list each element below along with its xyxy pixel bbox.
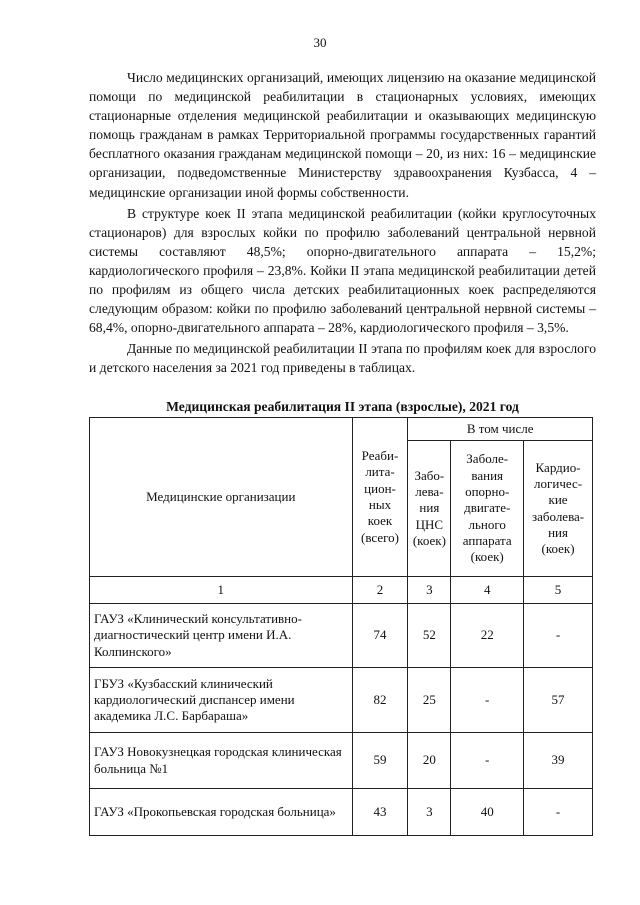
cell-org: ГАУЗ Новокузнецкая городская клиническая больница №1 — [90, 733, 353, 789]
paragraph-license-count: Число медицинских организаций, имеющих лицензию на оказание медицинской помощи по медицинской реабилитации в стационарных условиях, имеющих стационарные отделения медицинской реабилитации и оказывающих медицинскую помощь гражданам в рамках Территориальной программы государственных гарантий бесплатного оказания гражданам медицинской помощи – 20, из них: 16 – медицинские организации, подведомственные Министерству здравоохранения Кузбасса, 4 – медицинские организации иной формы собственности. — [89, 70, 596, 200]
header-cardio — [524, 441, 593, 577]
cell-musculo: 22 — [451, 604, 524, 668]
cell-cns: 20 — [408, 733, 451, 789]
cell-cardio: - — [524, 604, 593, 668]
column-number-row — [90, 577, 593, 604]
cell-cns: 3 — [408, 789, 451, 836]
column-number: 5 — [524, 577, 593, 604]
header-cns — [408, 441, 451, 577]
column-number: 2 — [352, 577, 408, 604]
header-total — [352, 418, 408, 577]
rehab-beds-table — [89, 417, 593, 836]
cell-cns: 25 — [408, 668, 451, 733]
header-cns-label: Забо- лева- ния ЦНС (коек) — [412, 467, 446, 548]
header-musculo-label: Заболе- вания опорно- двигате- льного аппарата (коек) — [462, 451, 512, 565]
table-header-row — [90, 418, 593, 441]
cell-musculo: - — [451, 733, 524, 789]
header-group-label: В том числе — [466, 420, 534, 436]
cell-total: 74 — [352, 604, 408, 668]
header-musculo — [451, 441, 524, 577]
cell-total: 82 — [352, 668, 408, 733]
header-cardio-label: Кардио- логичес- кие заболева- ния (коек) — [531, 459, 585, 557]
table-row — [90, 789, 593, 836]
table-title: Медицинская реабилитация II этапа (взрослые), 2021 год — [166, 399, 519, 414]
header-group — [408, 418, 593, 441]
column-number: 4 — [451, 577, 524, 604]
table-row — [90, 604, 593, 668]
column-number: 3 — [408, 577, 451, 604]
table-row — [90, 668, 593, 733]
cell-cardio: - — [524, 789, 593, 836]
paragraph-table-intro: Данные по медицинской реабилитации II этапа по профилям коек для взрослого и детского населения за 2021 год приведены в таблицах. — [89, 341, 596, 376]
cell-total: 43 — [352, 789, 408, 836]
cell-cns: 52 — [408, 604, 451, 668]
cell-org: ГБУЗ «Кузбасский клинический кардиологический диспансер имени академика Л.С. Барбараша» — [90, 668, 353, 733]
header-total-label: Реаби- лита- цион- ных коек (всего) — [361, 448, 399, 545]
header-org — [90, 418, 353, 577]
body-text — [89, 68, 596, 380]
header-org-label: Медицинские организации — [146, 488, 296, 504]
cell-musculo: - — [451, 668, 524, 733]
paragraph-bed-structure: В структуре коек II этапа медицинской реабилитации (койки круглосуточных стационаров) для взрослых койки по профилю заболеваний центральной нервной системы составляют 48,5%; опорно-двигательного аппарата – 15,2%; кардиологического профиля – 23,8%. Койки II этапа медицинской реабилитации детей по профилям из общего числа детских реабилитационных коек распределяются следующим образом: койки по профилю заболеваний центральной нервной системы – 68,4%, опорно-двигательного аппарата – 28%, кардиологического профиля – 3,5%. — [89, 205, 596, 336]
table-row — [90, 733, 593, 789]
cell-cardio: 57 — [524, 668, 593, 733]
cell-org: ГАУЗ «Клинический консультативно-диагностический центр имени И.А. Колпинского» — [90, 604, 353, 668]
cell-cardio: 39 — [524, 733, 593, 789]
cell-musculo: 40 — [451, 789, 524, 836]
column-number: 1 — [90, 577, 353, 604]
page-number: 30 — [313, 35, 327, 50]
cell-total: 59 — [352, 733, 408, 789]
cell-org: ГАУЗ «Прокопьевская городская больница» — [90, 789, 353, 836]
